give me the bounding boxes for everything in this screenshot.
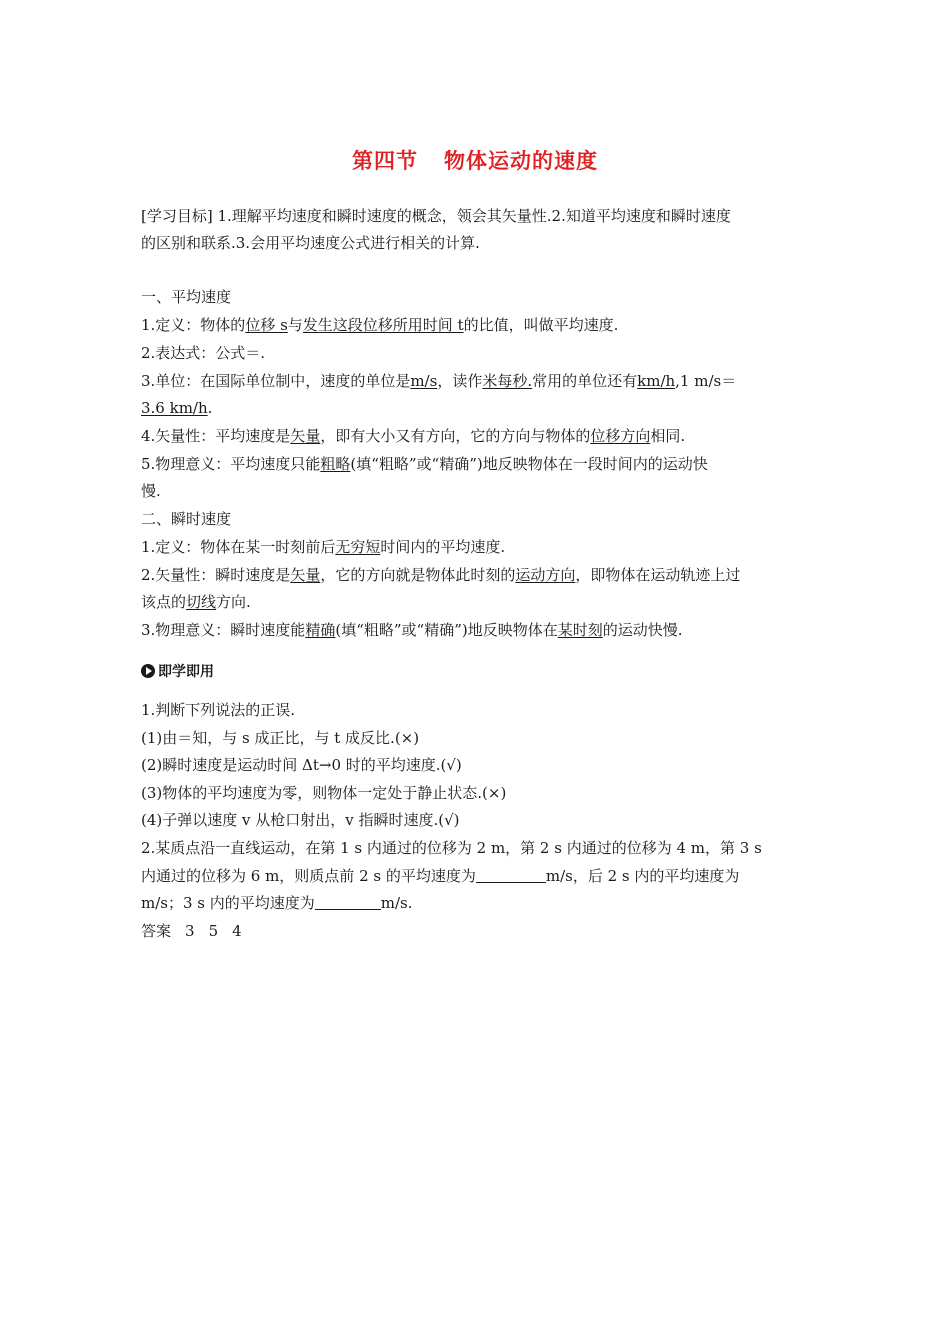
play-circle-icon bbox=[141, 664, 155, 678]
answer-line bbox=[141, 921, 813, 941]
s1-unit-cont bbox=[141, 398, 813, 418]
text: 4.矢量性：平均速度是 bbox=[141, 427, 291, 445]
q1-item-3: (3)物体的平均速度为零，则物体一定处于静止状态.(×) bbox=[141, 784, 507, 802]
title-text: 物体运动的速度 bbox=[444, 149, 598, 173]
underlined-answer: 粗略 bbox=[320, 455, 351, 473]
q2-line-2 bbox=[141, 866, 813, 886]
section-2-heading: 二、瞬时速度 bbox=[141, 510, 232, 528]
answer-label: 答案 bbox=[141, 922, 172, 940]
s1-meaning-cont: 慢. bbox=[141, 482, 161, 500]
text: 方向. bbox=[216, 593, 251, 611]
underlined-answer: 无穷短 bbox=[335, 538, 381, 556]
underlined-answer: 位移 s bbox=[245, 316, 288, 334]
text: 2.矢量性：瞬时速度是 bbox=[141, 566, 291, 584]
objectives-line-1: [学习目标] 1.理解平均速度和瞬时速度的概念，领会其矢量性.2.知道平均速度和瞬时速度 bbox=[141, 207, 731, 225]
underlined-answer: 3.6 km/h bbox=[141, 399, 208, 417]
underlined-answer: m/s bbox=[410, 372, 438, 390]
underlined-answer: 米每秒. bbox=[482, 372, 533, 390]
q1: 1.判断下列说法的正误. bbox=[141, 701, 296, 719]
answer-value: 4 bbox=[232, 922, 242, 940]
s1-definition bbox=[141, 315, 813, 335]
text: m/s. bbox=[380, 894, 413, 912]
answer-blank bbox=[476, 868, 546, 883]
underlined-answer: 发生这段位移所用时间 t bbox=[302, 316, 464, 334]
text: (填“粗略”或“精确”)地反映物体在一段时间内的运动快 bbox=[350, 455, 708, 473]
s1-unit bbox=[141, 371, 813, 391]
underlined-answer: 矢量 bbox=[290, 566, 321, 584]
underlined-answer: 矢量 bbox=[290, 427, 321, 445]
text: 常用的单位还有 bbox=[532, 372, 638, 390]
text: ，读作 bbox=[437, 372, 483, 390]
answer-value: 3 bbox=[185, 922, 195, 940]
practice-heading-text: 即学即用 bbox=[158, 664, 214, 680]
text: 与 bbox=[287, 316, 303, 334]
answer-blank bbox=[315, 895, 381, 910]
underlined-answer: 切线 bbox=[186, 593, 217, 611]
page-title bbox=[0, 145, 950, 175]
underlined-answer: km/h bbox=[637, 372, 676, 390]
text: 1.定义：物体在某一时刻前后 bbox=[141, 538, 336, 556]
answer-value: 5 bbox=[208, 922, 219, 940]
text: 相同. bbox=[650, 427, 686, 445]
text: 3.单位：在国际单位制中，速度的单位是 bbox=[141, 372, 411, 390]
underlined-answer: 某时刻 bbox=[557, 621, 603, 639]
q1-item-4: (4)子弹以速度 v 从枪口射出，v 指瞬时速度.(√) bbox=[141, 811, 460, 829]
text: 该点的 bbox=[141, 593, 187, 611]
s2-definition bbox=[141, 537, 813, 557]
text: (填“粗略”或“精确”)地反映物体在 bbox=[335, 621, 558, 639]
text: 1.定义：物体的 bbox=[141, 316, 246, 334]
s1-vector bbox=[141, 426, 813, 446]
s1-expression: 2.表达式：公式＝. bbox=[141, 344, 266, 362]
underlined-answer: 运动方向 bbox=[515, 566, 576, 584]
text: m/s，后 2 s 内的平均速度为 bbox=[545, 867, 740, 885]
practice-heading bbox=[141, 661, 813, 682]
text: m/s；3 s 内的平均速度为 bbox=[141, 894, 315, 912]
text: 的运动快慢. bbox=[602, 621, 683, 639]
text: ，即物体在运动轨迹上过 bbox=[575, 566, 741, 584]
underlined-answer: 位移方向 bbox=[590, 427, 651, 445]
title-section-number: 第四节 bbox=[352, 149, 418, 173]
text: 5.物理意义：平均速度只能 bbox=[141, 455, 321, 473]
s1-meaning bbox=[141, 454, 813, 474]
text: 3.物理意义：瞬时速度能 bbox=[141, 621, 306, 639]
q2-line-1: 2.某质点沿一直线运动，在第 1 s 内通过的位移为 2 m，第 2 s 内通过的位移为 4 m，第 3 s bbox=[141, 839, 762, 857]
s2-vector bbox=[141, 565, 813, 585]
underlined-answer: 精确 bbox=[305, 621, 336, 639]
text: 时间内的平均速度. bbox=[380, 538, 506, 556]
q2-line-3 bbox=[141, 893, 813, 913]
q1-item-1: (1)由＝知，与 s 成正比，与 t 成反比.(×) bbox=[141, 729, 420, 747]
text: ，它的方向就是物体此时刻的 bbox=[320, 566, 516, 584]
text: ，即有大小又有方向，它的方向与物体的 bbox=[320, 427, 591, 445]
section-1-heading: 一、平均速度 bbox=[141, 288, 232, 306]
text: 内通过的位移为 6 m，则质点前 2 s 的平均速度为 bbox=[141, 867, 476, 885]
text: ,1 m/s＝ bbox=[675, 372, 737, 390]
text: . bbox=[207, 399, 213, 417]
s2-vector-cont bbox=[141, 592, 813, 612]
text: 的比值，叫做平均速度. bbox=[463, 316, 619, 334]
objectives-line-2: 的区别和联系.3.会用平均速度公式进行相关的计算. bbox=[141, 234, 480, 252]
s2-meaning bbox=[141, 620, 813, 640]
q1-item-2: (2)瞬时速度是运动时间 Δt→0 时的平均速度.(√) bbox=[141, 756, 462, 774]
